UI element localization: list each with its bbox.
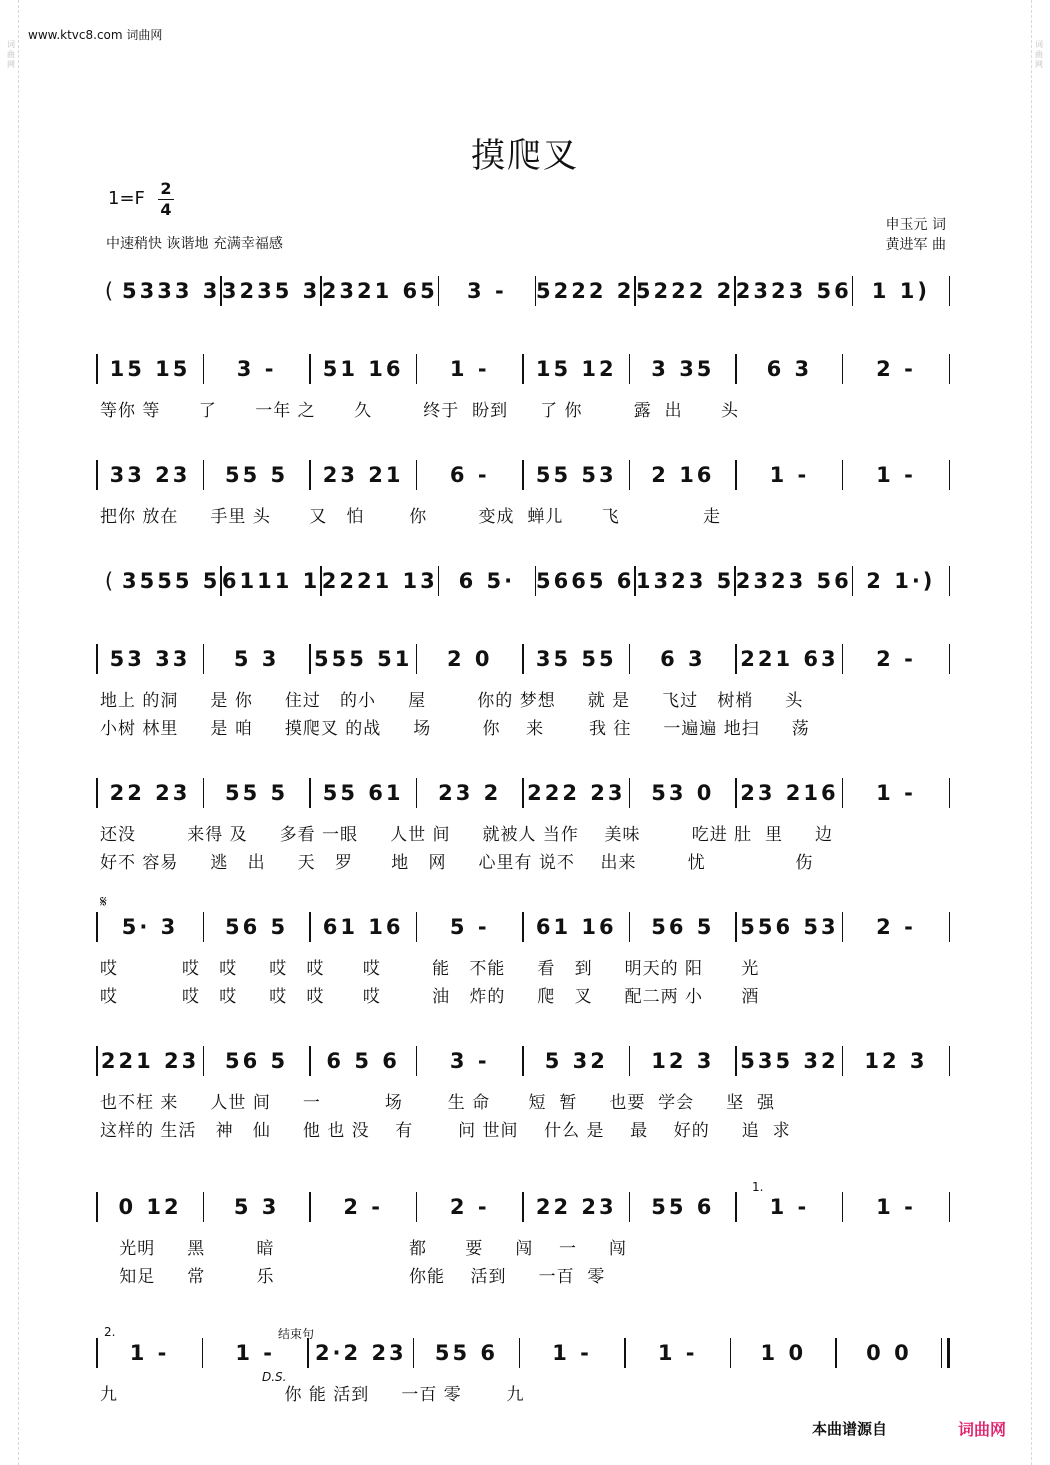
notes-row — [96, 268, 950, 314]
measure: 2 - — [876, 647, 916, 671]
coda-label: 结束句 — [278, 1327, 315, 1341]
rail-watermark: 词曲网 — [1035, 40, 1043, 69]
measure: 6 5· — [458, 569, 516, 593]
measure: 222 23 — [527, 781, 626, 805]
measure: 51 16 — [322, 357, 404, 381]
measure: 56 5 — [225, 1049, 289, 1073]
measure: 1 - — [449, 357, 490, 381]
measure: 221 23 — [100, 1049, 200, 1073]
segno-marker: 𝄋 — [100, 892, 107, 911]
time-top: 2 — [160, 179, 172, 198]
left-margin-rail — [4, 0, 19, 1465]
site-name: 词曲网 — [126, 28, 163, 42]
key-signature: 1=F — [108, 188, 145, 209]
measure: 55 6 — [651, 1195, 715, 1219]
measure: 55 6 — [434, 1341, 499, 1365]
notes-row — [96, 1038, 950, 1084]
measure: 5 - — [449, 915, 490, 939]
measure: 1 1) — [871, 279, 930, 303]
notes-row — [96, 636, 950, 682]
lyric-line: 也不枉 来 人世 间 一 场 生 命 短 暂 也要 学会 坚 强 — [100, 1093, 775, 1113]
measure: 61 16 — [535, 915, 617, 939]
measure: 23 2 — [438, 781, 502, 805]
measure: 56 5 — [651, 915, 715, 939]
lyric-line: 小树 林里 是 咱 摸爬叉 的战 场 你 来 我 往 一遍遍 地扫 荡 — [100, 719, 810, 739]
measure: 1323 5 — [635, 569, 735, 593]
measure: 6 3 — [766, 357, 813, 381]
measure: 555 51 — [313, 647, 413, 671]
measure: 5665 6 — [536, 569, 635, 593]
notes-row — [96, 1184, 950, 1230]
song-title: 摸爬叉 — [471, 136, 579, 176]
tempo-marking: 中速稍快 诙谐地 充满幸福感 — [106, 236, 283, 252]
measure: 3 - — [449, 1049, 490, 1073]
measure: 1 - — [235, 1341, 275, 1365]
measure: 5· 3 — [121, 915, 179, 939]
lyric-line: 还没 来得 及 多看 一眼 人世 间 就被人 当作 美味 吃进 肚 里 边 — [100, 825, 833, 845]
second-ending-marker: 2. — [104, 1325, 116, 1339]
measure: 55 5 — [225, 781, 289, 805]
bar-line-end — [949, 1192, 951, 1222]
measure: 12 3 — [864, 1049, 928, 1073]
ds-marker: D.S. — [262, 1370, 287, 1384]
measure: 3 - — [236, 357, 277, 381]
site-header[interactable] — [28, 26, 162, 43]
lyric-line: 把你 放在 手里 头 又 怕 你 变成 蝉儿 飞 走 — [100, 507, 721, 527]
bar-line-end — [949, 778, 951, 808]
measure: 1 0 — [760, 1341, 807, 1365]
measure: 22 23 — [535, 1195, 617, 1219]
measure: 2221 13 — [321, 569, 438, 593]
measure: 1 - — [769, 1195, 810, 1219]
lyric-line: 九 你 能 活到 一百 零 九 — [100, 1385, 525, 1405]
lyric-line: 这样的 生活 神 仙 他 也 没 有 问 世间 什么 是 最 好的 追 求 — [100, 1121, 791, 1141]
measure: 0 12 — [118, 1195, 182, 1219]
notes-row — [96, 904, 950, 950]
measure: 3 35 — [651, 357, 715, 381]
lyric-line: 哎 哎 哎 哎 哎 哎 能 不能 看 到 明天的 阳 光 — [100, 959, 760, 979]
rail-watermark: 词曲网 — [7, 40, 15, 69]
measure: 1 - — [876, 463, 916, 487]
measure: 2 16 — [651, 463, 715, 487]
measure: 15 15 — [109, 357, 191, 381]
measure: 5 32 — [544, 1049, 608, 1073]
measure: 55 5 — [225, 463, 289, 487]
measure: 2323 56 — [735, 569, 852, 593]
measure: 2323 56 — [735, 279, 852, 303]
measure: 1 - — [876, 781, 916, 805]
measure: 2·2 23 — [314, 1341, 407, 1365]
bar-line-end — [941, 1338, 950, 1368]
source-brand[interactable]: 词曲网 — [958, 1420, 1007, 1439]
measure: 5222 2 — [536, 279, 635, 303]
measure: 6 - — [449, 463, 490, 487]
lyric-line: 知足 常 乐 你能 活到 一百 零 — [100, 1267, 606, 1287]
lyric-line: 光明 黑 暗 都 要 闯 一 闯 — [100, 1239, 628, 1259]
measure: 6 5 6 — [326, 1049, 400, 1073]
lyric-line: 好不 容易 逃 出 天 罗 地 网 心里有 说不 出来 忧 伤 — [100, 853, 814, 873]
measure: 55 53 — [535, 463, 617, 487]
measure: 2 - — [876, 357, 916, 381]
measure: 15 12 — [535, 357, 617, 381]
notes-row — [96, 558, 950, 604]
measure: 23 216 — [740, 781, 839, 805]
measure: 221 63 — [740, 647, 839, 671]
measure: 1 - — [876, 1195, 916, 1219]
notes-row — [96, 770, 950, 816]
time-bottom: 4 — [160, 200, 172, 219]
measure: 5 3 — [233, 1195, 280, 1219]
measure: 3235 3 — [221, 279, 321, 303]
bar-line-end — [949, 566, 951, 596]
measure: 2321 65 — [321, 279, 438, 303]
measure: 55 61 — [322, 781, 404, 805]
notes-row — [96, 452, 950, 498]
measure: 3 - — [467, 279, 507, 303]
right-margin-rail — [1031, 0, 1046, 1465]
measure: 535 32 — [740, 1049, 839, 1073]
composer-credit: 黄进军 曲 — [885, 237, 946, 253]
measure: 6111 1 — [221, 569, 321, 593]
measure: 556 53 — [740, 915, 839, 939]
bar-line-end — [949, 354, 951, 384]
first-ending-marker: 1. — [752, 1180, 764, 1194]
measure: 35 55 — [535, 647, 617, 671]
measure: 1 - — [552, 1341, 592, 1365]
site-url[interactable]: www.ktvc8.com — [28, 28, 123, 42]
bar-line-end — [949, 912, 951, 942]
measure: 23 21 — [322, 463, 404, 487]
measure: 12 3 — [651, 1049, 715, 1073]
bar-line-end — [949, 644, 951, 674]
measure: 5222 2 — [635, 279, 735, 303]
lyric-line: 等你 等 了 一年 之 久 终于 盼到 了 你 露 出 头 — [100, 401, 739, 421]
measure: 2 - — [449, 1195, 490, 1219]
time-signature — [158, 180, 174, 219]
notes-row — [96, 346, 950, 392]
measure: 5333 3 — [122, 279, 221, 303]
measure: 3555 5 — [122, 569, 221, 593]
measure: 2 - — [876, 915, 916, 939]
measure: 1 - — [769, 463, 810, 487]
measure: 53 33 — [109, 647, 191, 671]
measure: 5 3 — [233, 647, 280, 671]
bar-line-end — [949, 1046, 951, 1076]
lyricist-credit: 申玉元 词 — [885, 217, 946, 233]
measure: 61 16 — [322, 915, 404, 939]
lyric-line: 地上 的洞 是 你 住过 的小 屋 你的 梦想 就 是 飞过 树梢 头 — [100, 691, 804, 711]
notes-row — [96, 1330, 950, 1376]
bar-line-end — [949, 460, 951, 490]
measure: 33 23 — [109, 463, 191, 487]
open-paren: ( — [104, 569, 114, 593]
measure: 22 23 — [109, 781, 191, 805]
measure: 6 3 — [660, 647, 706, 671]
measure: 0 0 — [866, 1341, 912, 1365]
measure: 1 - — [657, 1341, 698, 1365]
measure: 2 1·) — [866, 569, 936, 593]
measure: 2 - — [343, 1195, 383, 1219]
open-paren: ( — [104, 279, 114, 303]
measure: 1 - — [129, 1341, 170, 1365]
measure: 53 0 — [651, 781, 715, 805]
bar-line-end — [949, 276, 951, 306]
measure: 56 5 — [225, 915, 289, 939]
measure: 2 0 — [446, 647, 493, 671]
lyric-line: 哎 哎 哎 哎 哎 哎 油 炸的 爬 叉 配二两 小 酒 — [100, 987, 760, 1007]
source-note: 本曲谱源自 — [812, 1420, 888, 1438]
